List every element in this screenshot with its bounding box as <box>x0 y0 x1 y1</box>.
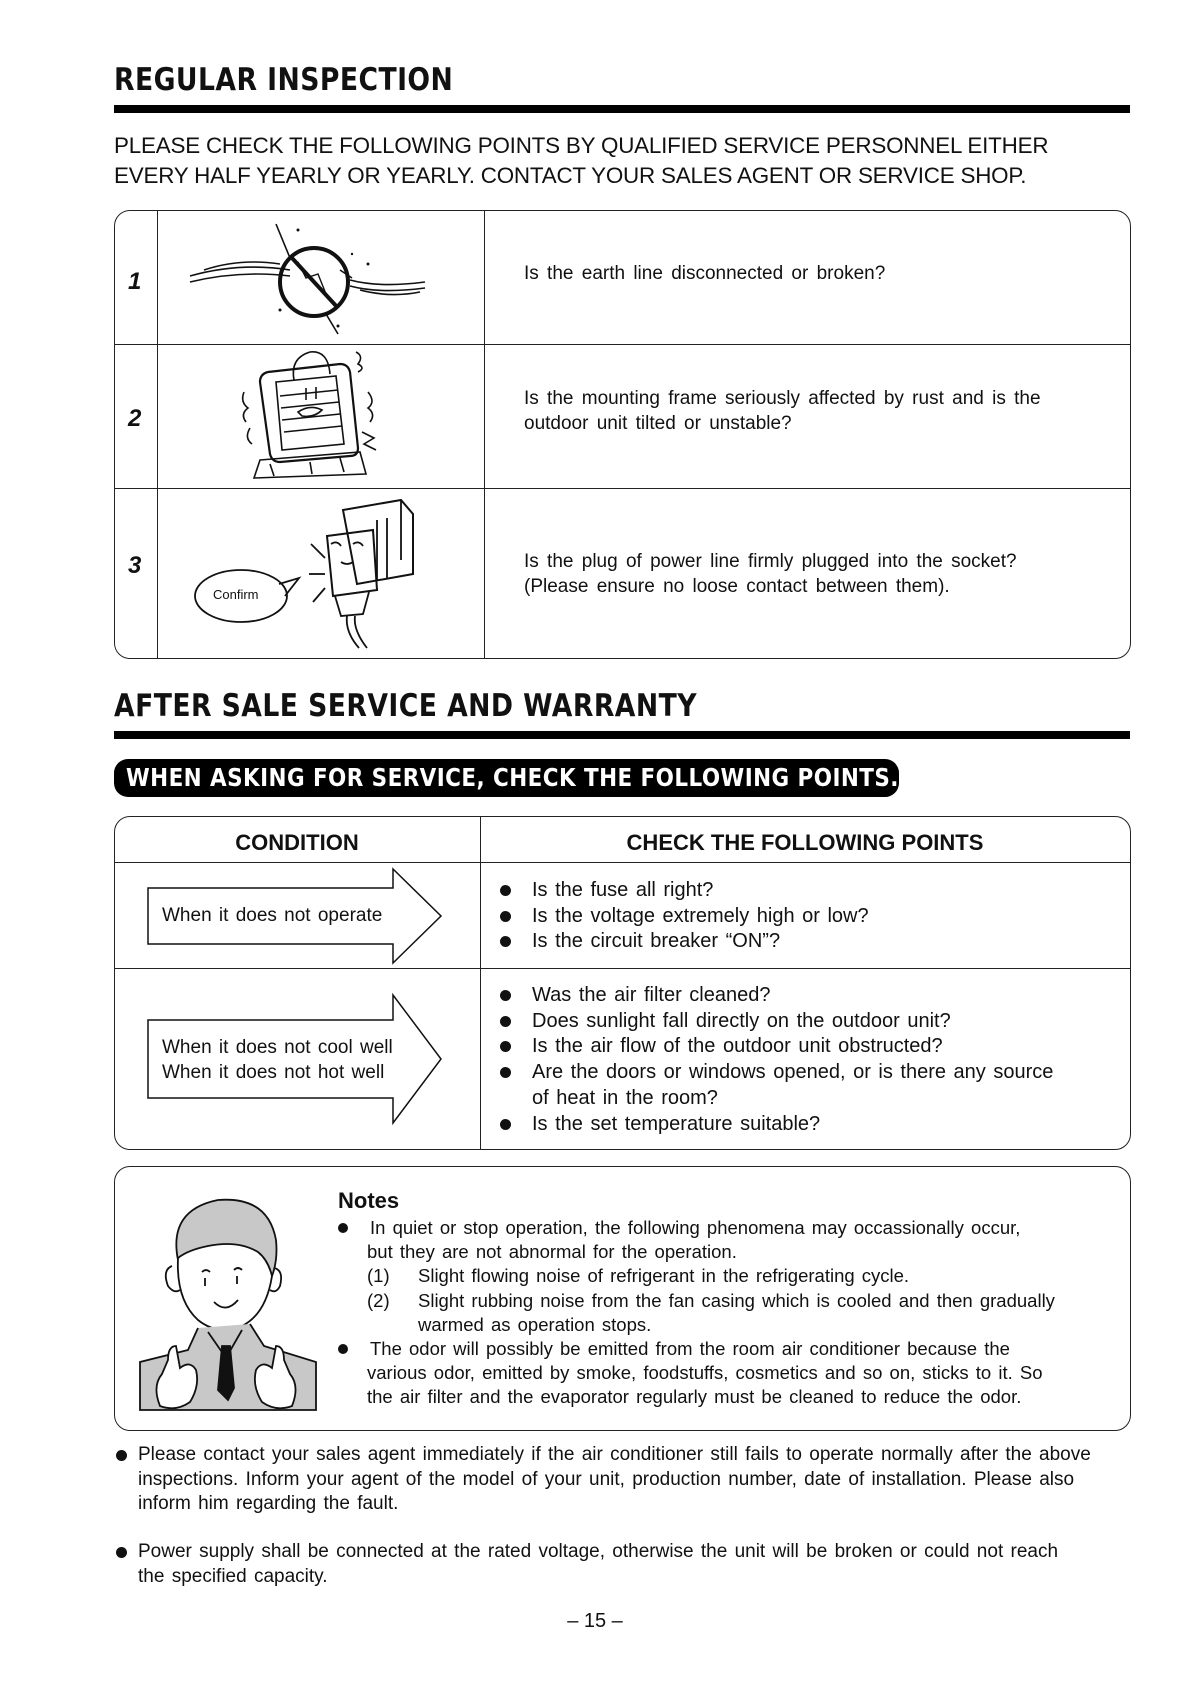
service-banner <box>114 759 899 797</box>
question-line: Is the earth line disconnected or broken? <box>524 263 886 284</box>
inspection-intro <box>114 131 1134 191</box>
note-continuation: various odor, emitted by smoke, foodstuffs, cosmetics and so on, sticks to it. So <box>367 1362 1043 1384</box>
bullet-icon <box>500 1041 511 1052</box>
question-line: outdoor unit tilted or unstable? <box>524 413 792 434</box>
bullet-icon <box>500 885 511 896</box>
note-text: Slight rubbing noise from the fan casing which is cooled and then gradually <box>418 1289 1055 1311</box>
subitem-number: (2) <box>367 1289 390 1311</box>
list-item <box>500 983 1053 1009</box>
bullet-icon <box>500 911 511 922</box>
table-divider <box>114 488 1130 489</box>
bullet-icon <box>116 1547 127 1558</box>
bullet-icon <box>500 1119 511 1130</box>
bullet-icon <box>500 990 511 1001</box>
intro-line: PLEASE CHECK THE FOLLOWING POINTS BY QUALIFIED SERVICE PERSONNEL EITHER <box>114 133 1049 158</box>
check-point-text: Does sunlight fall directly on the outdoor unit? <box>532 1009 951 1032</box>
question-line: Is the plug of power line firmly plugged into the socket? <box>524 551 1017 572</box>
list-item <box>500 904 869 930</box>
check-point-text: Is the circuit breaker “ON”? <box>532 930 781 953</box>
table-divider <box>114 862 1130 863</box>
list-item <box>114 1443 1134 1468</box>
list-item <box>338 1337 1098 1361</box>
check-point-text: Are the doors or windows opened, or is there any source <box>532 1061 1054 1084</box>
bullet-icon <box>500 936 511 947</box>
condition-header: CONDITION <box>235 830 359 855</box>
table-divider <box>114 968 1130 969</box>
footer-continuation: inform him regarding the fault. <box>138 1493 399 1514</box>
bullet-icon <box>338 1223 348 1233</box>
row-number: 3 <box>128 552 142 579</box>
bullet-icon <box>116 1450 127 1461</box>
footer-bullet <box>114 1443 1134 1517</box>
list-item <box>500 1060 1053 1086</box>
service-man-thumbs-up-icon <box>138 1190 318 1410</box>
table-divider <box>480 817 481 1149</box>
list-item <box>114 1540 1134 1565</box>
list-item <box>338 1216 1098 1240</box>
list-item <box>500 929 869 955</box>
footer-text: Power supply shall be connected at the rated voltage, otherwise the unit will be broken or could not reach <box>138 1541 1059 1562</box>
table-divider <box>484 211 485 658</box>
subitem-number: (1) <box>367 1265 390 1287</box>
footer-bullet <box>114 1540 1134 1589</box>
footer-continuation: the specified capacity. <box>138 1565 328 1587</box>
check-points-header: CHECK THE FOLLOWING POINTS <box>626 830 984 855</box>
question-line: (Please ensure no loose contact between them). <box>524 576 950 597</box>
condition-line: When it does not cool well <box>162 1037 393 1058</box>
check-point-continuation: of heat in the room? <box>532 1086 718 1109</box>
condition-line: When it does not operate <box>162 905 383 926</box>
check-points-list <box>500 878 869 955</box>
notes-content <box>338 1216 1098 1410</box>
confirm-bubble-label: Confirm <box>213 587 259 602</box>
condition-label <box>162 903 382 928</box>
note-continuation: warmed as operation stops. <box>418 1313 652 1335</box>
list-item <box>500 1009 1053 1035</box>
plug-socket-icon <box>195 500 425 650</box>
table-divider <box>114 344 1130 345</box>
inspection-question <box>524 261 885 286</box>
condition-label <box>162 1035 393 1085</box>
bullet-icon <box>500 1067 511 1078</box>
row-number: 1 <box>128 268 142 295</box>
table-divider <box>157 211 158 658</box>
title-rule <box>114 731 1130 739</box>
row-number: 2 <box>128 405 142 432</box>
tilted-outdoor-unit-icon <box>240 352 390 480</box>
note-text: In quiet or stop operation, the following phenomena may occassionally occur, <box>370 1217 1021 1238</box>
list-item <box>500 878 869 904</box>
note-continuation: the air filter and the evaporator regularly must be cleaned to reduce the odor. <box>367 1386 1022 1408</box>
note-subitem <box>338 1289 1098 1313</box>
title-rule <box>114 105 1130 113</box>
list-item <box>500 1112 1053 1138</box>
check-point-text: Is the set temperature suitable? <box>532 1112 821 1135</box>
after-sale-title: AFTER SALE SERVICE AND WARRANTY <box>114 688 697 724</box>
note-text: Slight flowing noise of refrigerant in the refrigerating cycle. <box>418 1265 910 1287</box>
bullet-icon <box>500 1016 511 1027</box>
note-subitem <box>338 1264 1098 1288</box>
page-number: – 15 – <box>567 1610 623 1632</box>
broken-earth-line-icon <box>180 218 450 336</box>
check-point-text: Was the air filter cleaned? <box>532 984 771 1006</box>
note-text: The odor will possibly be emitted from the room air conditioner because the <box>370 1338 1010 1360</box>
footer-continuation: inspections. Inform your agent of the model of your unit, production number, date of installation. Please also <box>138 1468 1075 1490</box>
check-point-text: Is the air flow of the outdoor unit obstructed? <box>532 1035 943 1058</box>
bullet-icon <box>338 1344 348 1354</box>
check-points-list <box>500 983 1053 1137</box>
regular-inspection-title: REGULAR INSPECTION <box>114 62 454 98</box>
question-line: Is the mounting frame seriously affected by rust and is the <box>524 388 1041 409</box>
check-point-text: Is the fuse all right? <box>532 879 714 901</box>
intro-line: EVERY HALF YEARLY OR YEARLY. CONTACT YOUR SALES AGENT OR SERVICE SHOP. <box>114 163 1027 188</box>
notes-title: Notes <box>338 1188 400 1213</box>
note-continuation: but they are not abnormal for the operation. <box>367 1241 737 1263</box>
service-banner-text: WHEN ASKING FOR SERVICE, CHECK THE FOLLOWING POINTS. <box>126 763 899 792</box>
inspection-question <box>524 549 1017 599</box>
check-point-text: Is the voltage extremely high or low? <box>532 904 869 927</box>
condition-line: When it does not hot well <box>162 1062 385 1083</box>
inspection-question <box>524 386 1041 436</box>
list-item <box>500 1034 1053 1060</box>
footer-text: Please contact your sales agent immediately if the air conditioner still fails to operate normally after the above <box>138 1444 1091 1465</box>
